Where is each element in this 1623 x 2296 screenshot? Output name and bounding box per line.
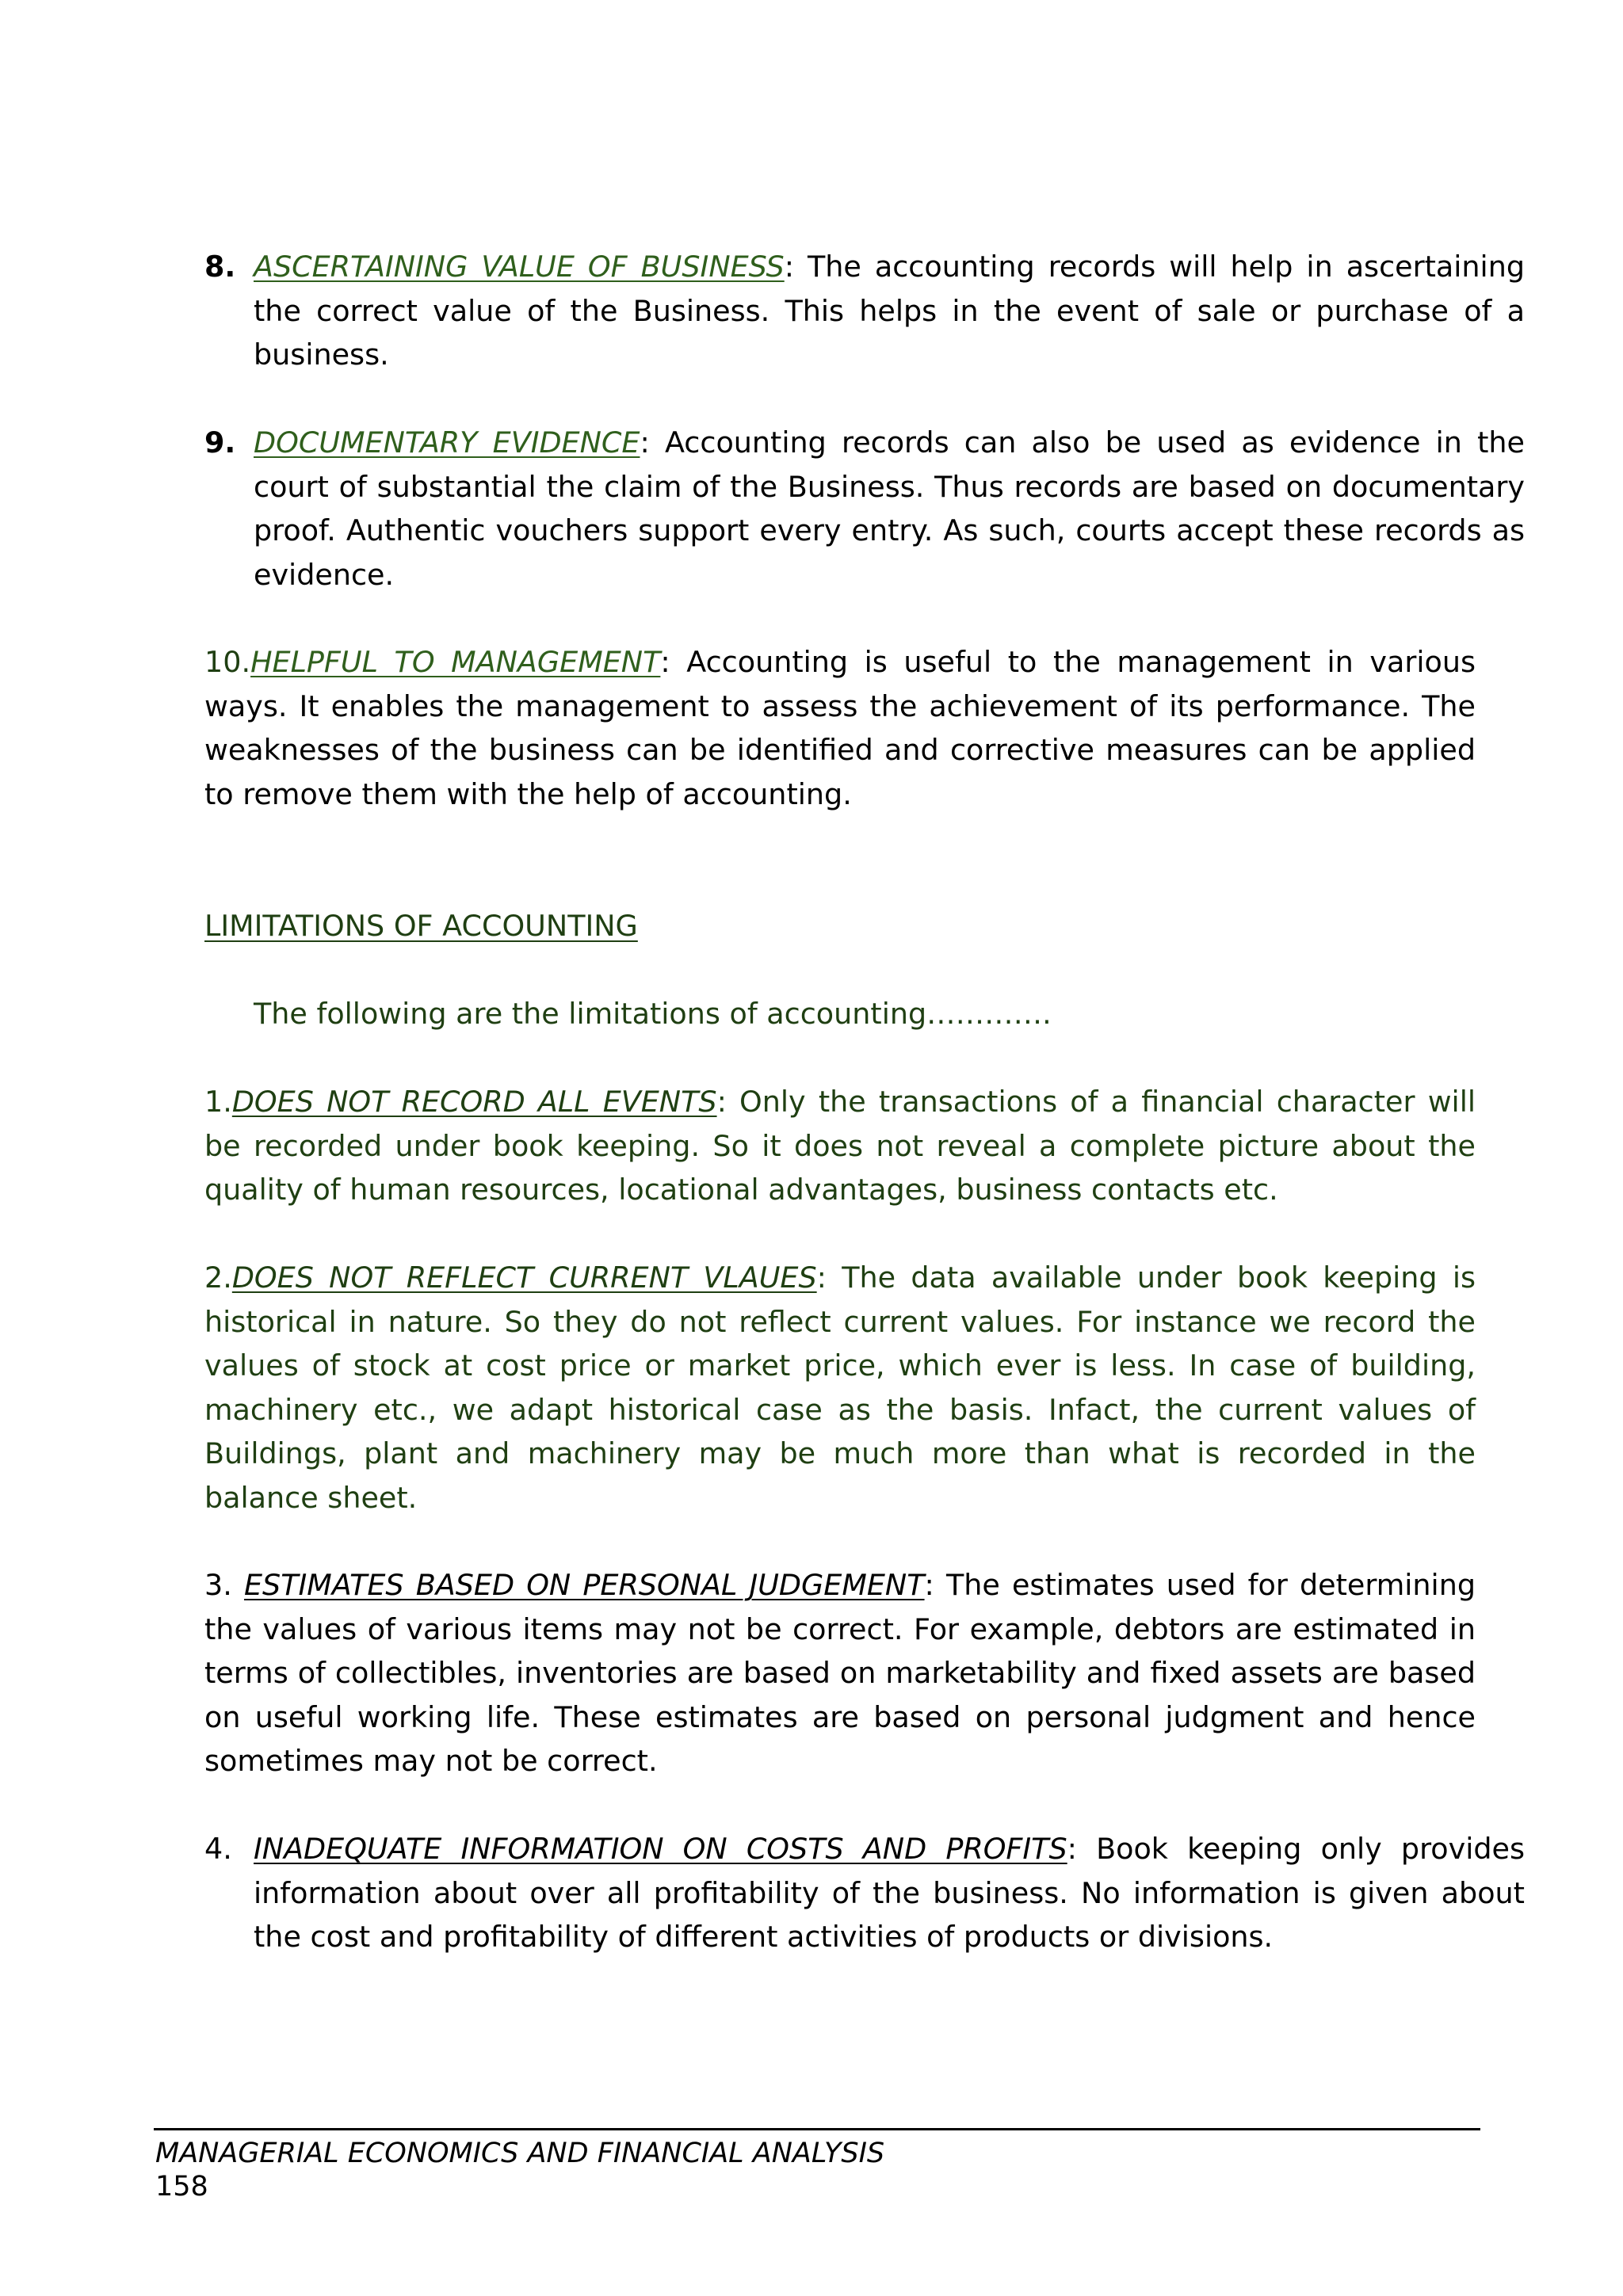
item-title: DOCUMENTARY EVIDENCE: [254, 425, 640, 460]
item-title: ESTIMATES BASED ON PERSONAL JUDGEMENT: [243, 1568, 925, 1602]
limitations-intro: [204, 992, 1476, 1036]
item-text: : The accounting records will help in ascertaining the correct value of the Business. This helps in the event of sale or purchase of a business.: [254, 250, 1525, 372]
limitation-item-4: [204, 1827, 1525, 1959]
item-number: 3.: [204, 1568, 232, 1602]
item-number: 2.: [204, 1261, 232, 1295]
limitation-item-1: [204, 1080, 1476, 1212]
item-number: 1.: [204, 1085, 232, 1119]
footer-book-title: MANAGERIAL ECONOMICS AND FINANCIAL ANALYSIS: [155, 2138, 885, 2169]
limitation-item-2: [204, 1256, 1476, 1520]
item-number: 8.: [204, 250, 236, 284]
item-text: : Accounting is useful to the management in various ways. It enables the management to assess the achievement of its performance. The weaknesses of the business can be identified and corrective measures can be applied to remove them with the help of accounting.: [204, 645, 1476, 811]
item-documentary-evidence: [204, 421, 1525, 597]
limitations-heading-block: [204, 904, 1476, 948]
item-title: ASCERTAINING VALUE OF BUSINESS: [254, 250, 785, 284]
item-title: HELPFUL TO MANAGEMENT: [250, 645, 661, 679]
item-title: INADEQUATE INFORMATION ON COSTS AND PROFITS: [254, 1832, 1067, 1866]
page-number: 158: [155, 2171, 208, 2203]
limitation-item-3: [204, 1563, 1476, 1783]
item-title: DOES NOT REFLECT CURRENT VLAUES: [231, 1261, 817, 1295]
item-number: 9.: [204, 425, 236, 460]
item-text: : The data available under book keeping is historical in nature. So they do not reflect current values. For instance we record the values of stock at cost price or market price, which ever is less. In case of building, machinery etc., we adapt historical case as the basis. Infact, the current values of Buildings, plant and machinery may be much more than what is recorded in the balance sheet.: [204, 1261, 1476, 1515]
item-text: : The estimates used for determining the values of various items may not be correct. For example, debtors are estimated in terms of collectibles, inventories are based on marketability and fixed assets are based on useful working life. These estimates are based on personal judgment and hence sometimes may not be correct.: [204, 1568, 1476, 1778]
item-ascertaining-value: [204, 245, 1525, 377]
item-text: : Only the transactions of a financial character will be recorded under book keeping. So it does not reveal a complete picture about the quality of human resources, locational advantages, business contacts etc.: [204, 1085, 1476, 1207]
item-helpful-to-management: [204, 640, 1476, 816]
intro-text: The following are the limitations of accounting………….: [254, 997, 1052, 1031]
footer-divider: [154, 2128, 1480, 2130]
item-text: : Book keeping only provides information about over all profitability of the business. No information is given about the cost and profitability of different activities of products or divisions.: [254, 1832, 1525, 1954]
item-text: : Accounting records can also be used as evidence in the court of substantial the claim of the Business. Thus records are based on documentary proof. Authentic vouchers support every entry. As such, courts accept these records as evidence.: [254, 425, 1525, 592]
item-number: 10.: [204, 645, 251, 679]
item-number: 4.: [204, 1832, 232, 1866]
section-heading: LIMITATIONS OF ACCOUNTING: [204, 909, 638, 943]
item-title: DOES NOT RECORD ALL EVENTS: [231, 1085, 717, 1119]
